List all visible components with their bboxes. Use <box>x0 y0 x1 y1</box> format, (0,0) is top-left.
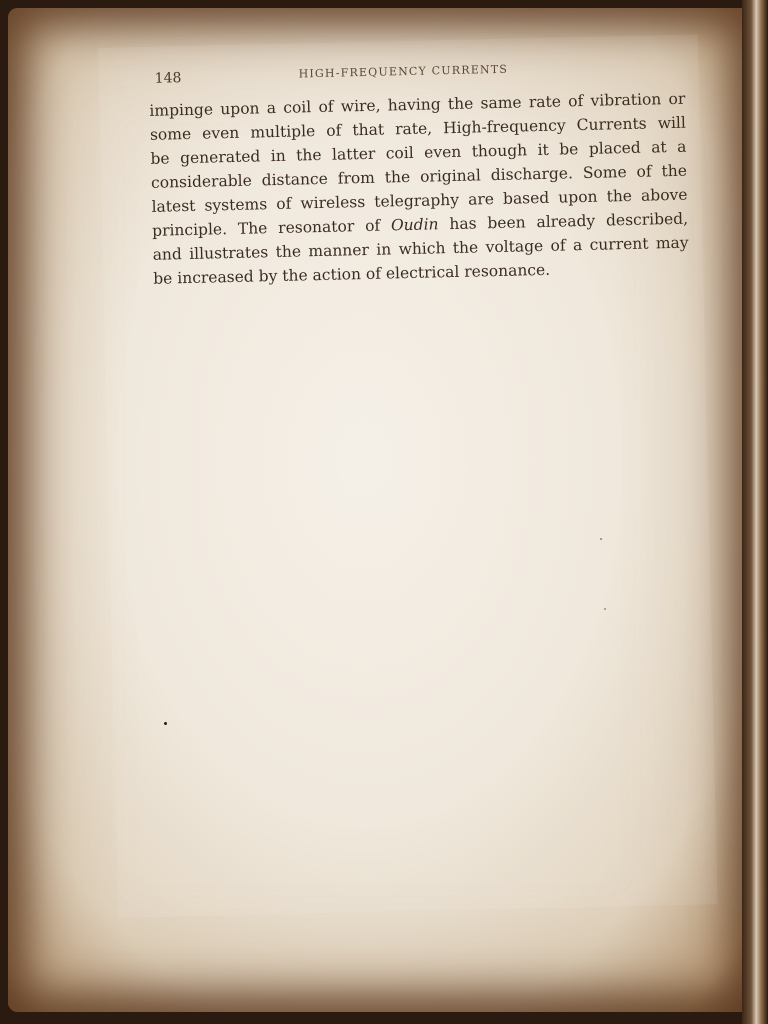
text-line: latest systems of wireless telegraphy are based upon the above <box>151 185 688 216</box>
print-area <box>98 34 718 917</box>
text-line: considerable distance from the original discharge. Some of the <box>150 161 688 192</box>
ink-speck <box>600 538 602 540</box>
page-number: 148 <box>154 70 182 87</box>
body-paragraph <box>149 87 689 291</box>
text-line: be increased by the action of electrical resonance. <box>153 260 551 288</box>
ink-speck <box>604 608 606 610</box>
running-head-title: HIGH-FREQUENCY CURRENTS <box>298 62 509 81</box>
page-edge <box>742 0 768 1024</box>
book-page <box>8 8 750 1012</box>
ink-speck <box>164 722 167 725</box>
text-line: be generated in the latter coil even though it be placed at a <box>150 137 687 168</box>
text-line: some even multiple of that rate, High-frequency Currents will <box>149 113 687 144</box>
text-segment: principle. The resonator of <box>151 216 392 240</box>
text-line: and illustrates the manner in which the voltage of a current may <box>152 233 689 264</box>
text-segment: has been already described, <box>438 209 689 234</box>
text-line: impinge upon a coil of wire, having the same rate of vibration or <box>149 89 686 120</box>
running-head <box>98 34 699 87</box>
italic-name: Oudin <box>390 215 439 235</box>
